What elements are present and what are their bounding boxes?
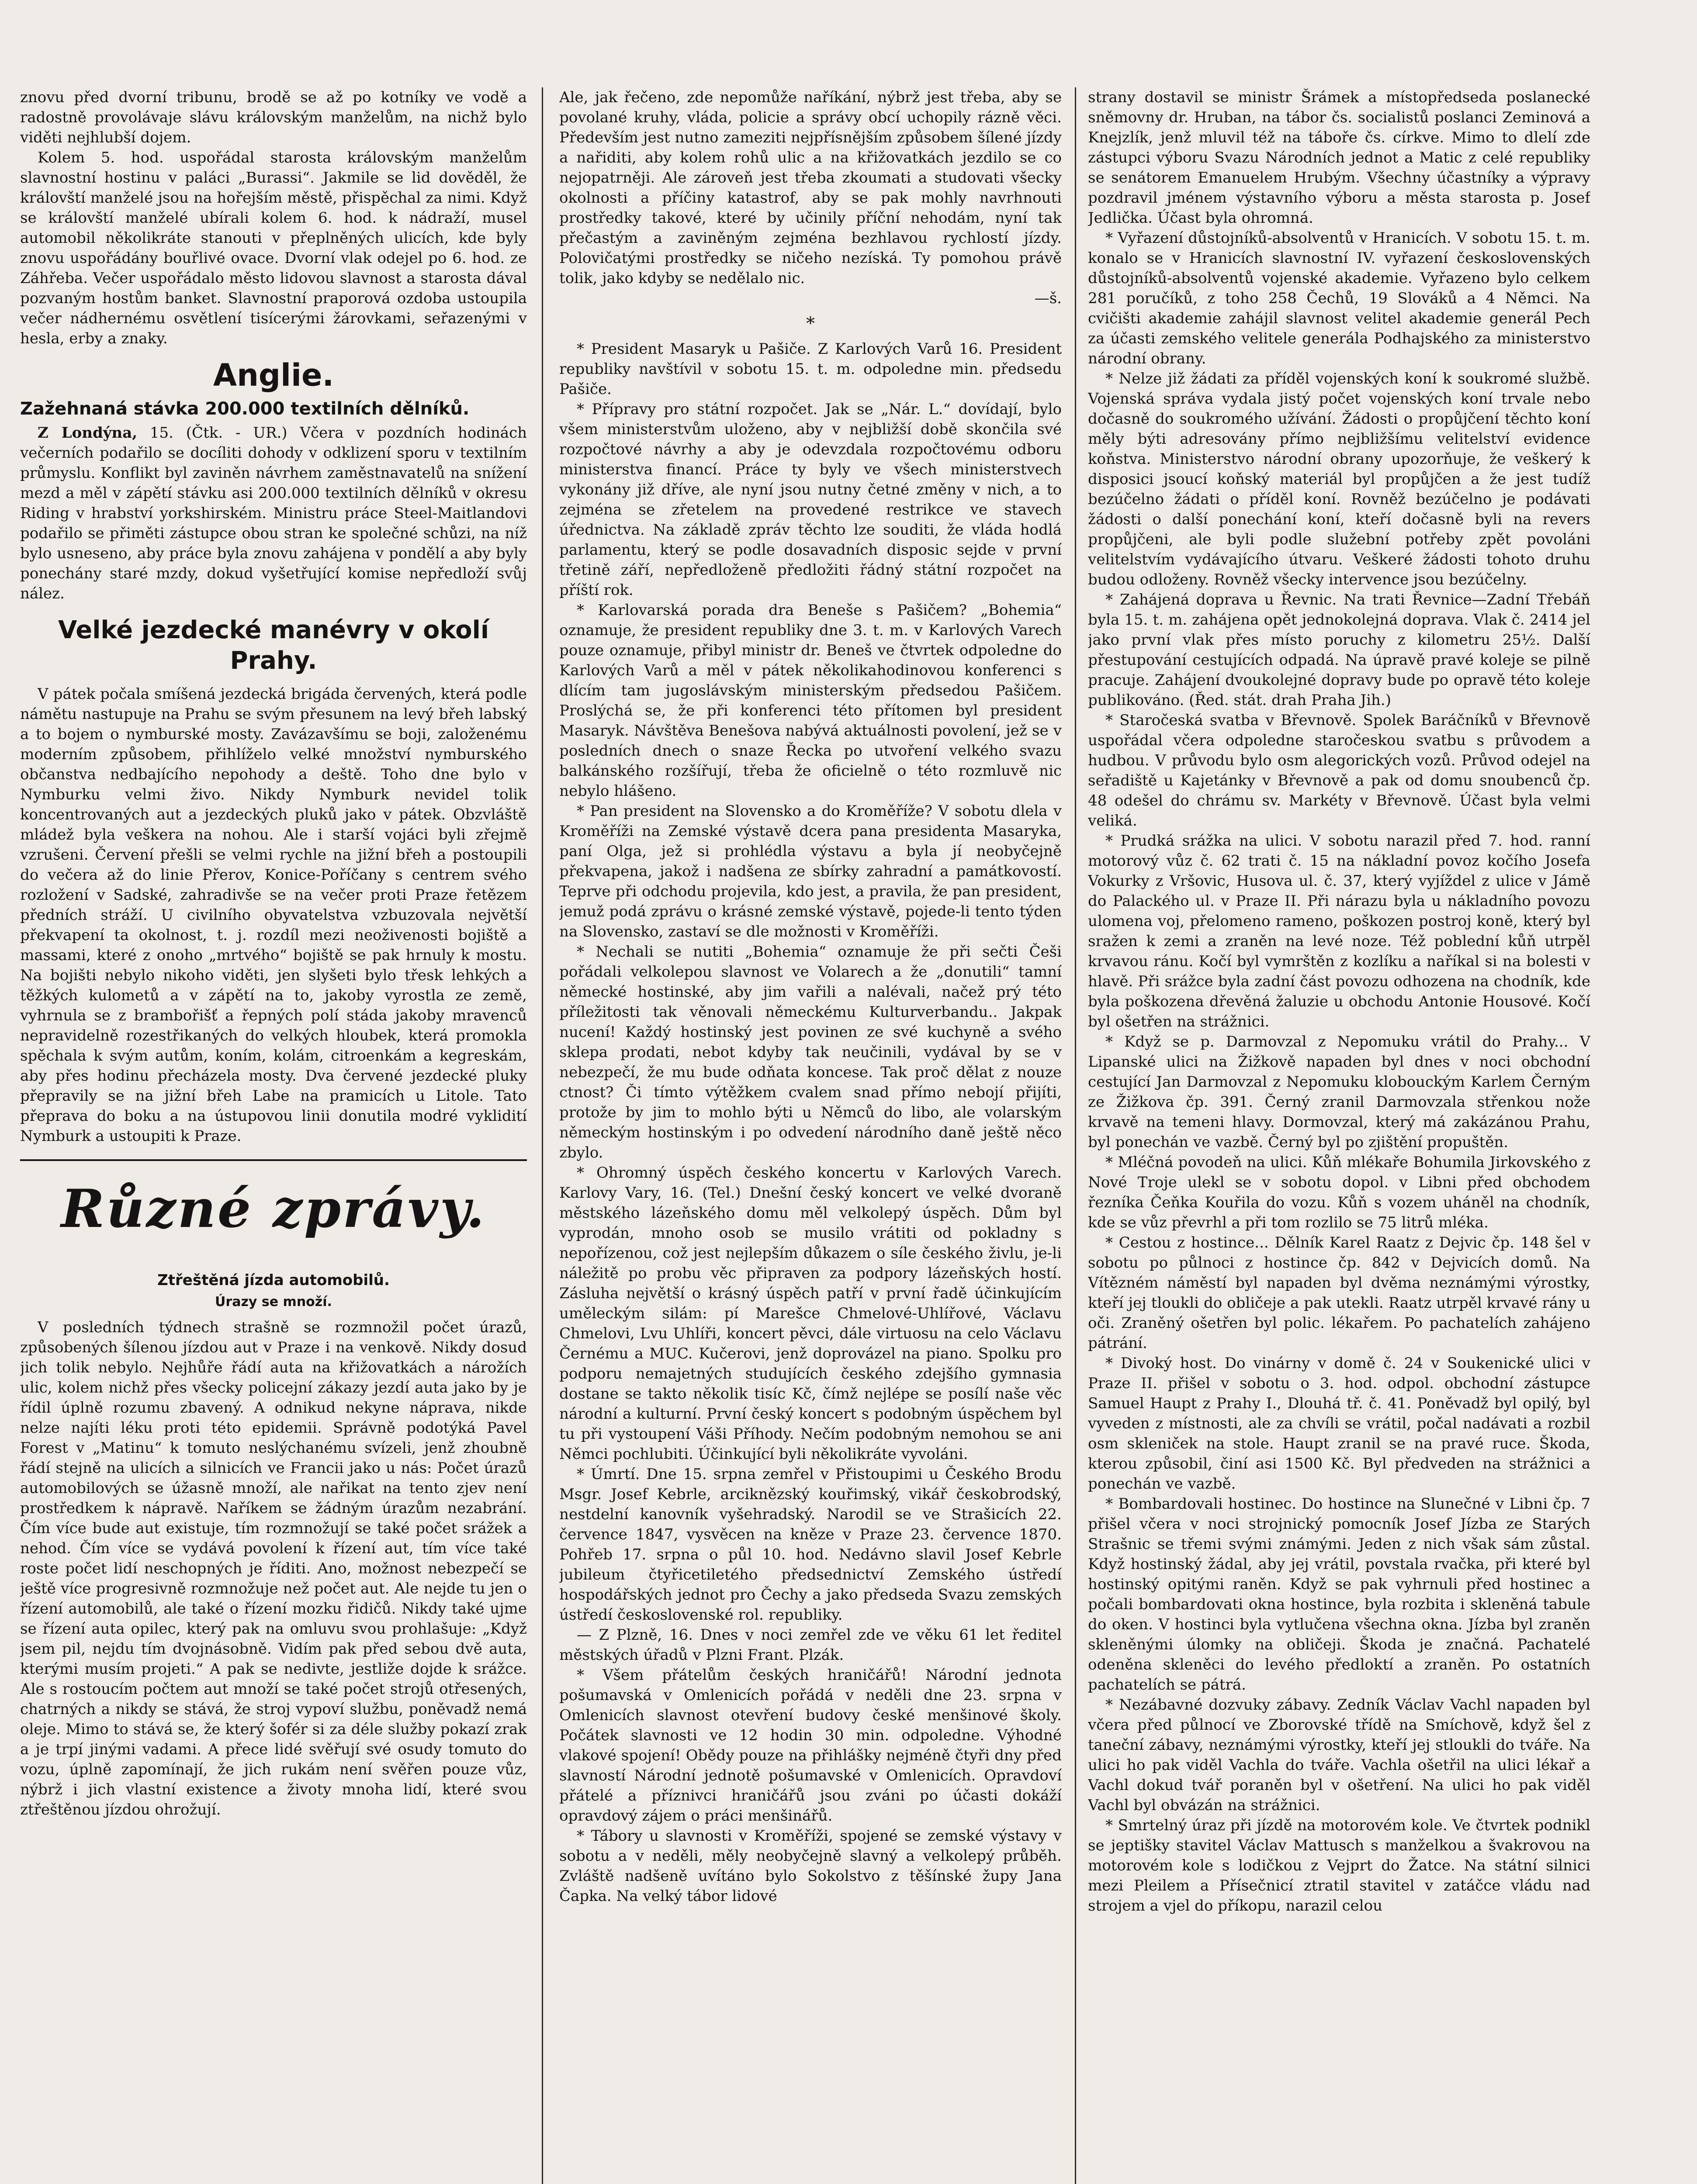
column-right (1088, 87, 1590, 2184)
section-heading-razne-zpravy: Různé zprávy. (61, 1178, 486, 1240)
subheadline-urazy: Úrazy se množí. (215, 1294, 332, 1310)
news-item: * Prudká srážka na ulici. V sobotu narazil před 7. hod. ranní motorový vůz č. 62 trati č. 15 na nákladní povoz kočího Josefa Vokurky z Vršovic, Husova ul. č. 37, který vyjíždel z ulice v Jámě do Palackého ul. v Praze II. Při nárazu byla u nákladního povozu ulomena voj, přelomeno rameno, poškozen postroj koně, který byl sražen k zemi a zraněn na levé noze. Též poblední kůň utrpěl krvavou ránu. Kočí byl vymrštěn z kozlíku a naříkal si na bolesti v hlavě. Při srážce byla zadní část povozu odhozena na chodník, kde byla poškozena dřevěná žaluzie u obchodu Antonie Housové. Kočí byl ošetřen na strážnici. (1088, 832, 1590, 1030)
headline-jizda: Ztřeštěná jízda automobilů. (157, 1272, 390, 1289)
headline-stavka: Zažehnaná stávka 200.000 textilních dělníků. (20, 399, 470, 419)
column-rule (542, 87, 543, 2184)
news-item: * Když se p. Darmovzal z Nepomuku vrátil do Prahy... V Lipanské ulici na Žižkově napaden byl dnes v noci obchodní cestující Jan Darmovzal z Nepomuku klobouckým Karlem Černým ze Žižkova čp. 391. Černý zranil Darmovzala střenkou nože krvavě na temeni hlavy. Dormovzal, který má zakázánou Prahu, byl ponechán ve vazbě. Černý byl po zjištění propuštěn. (1088, 1033, 1590, 1151)
author-signature: —š. (1034, 290, 1062, 307)
news-item: * Nechali se nutiti „Bohemia“ oznamuje že při sečti Češi pořádali velkolepou slavnost ve Volarech a že „donutili“ tamní německé hostinské, aby jim vařili a nalévali, načež prý této příležitosti tak věnovali německému Kulturverbandu.. Jakpak nucení! Každý hostinský jest povinen ze své kuchyně a svého sklepa prodati, nebot kdyby tak neučinili, vydával by se v nebezpečí, že mu bude odňata koncese. Tak proč dělat z nouze ctnost? Či tímto výtěžkem cvalem snad přímo nebojí přijíti, protože by jim to mohlo býti u Němců do libo, ale volarským německým hostinským i po odvedení národního daně ještě něco zbylo. (559, 943, 1062, 1161)
article-continuation: strany dostavil se ministr Šrámek a místopředseda poslanecké sněmovny dr. Hruban, na tábor čs. socialistů poslanci Zeminová a Knejzlík, jenž mluvil též na táboře čs. církve. Mimo to dlelí zde zástupci výboru Svazu Národních jednot a Matic z celé republiky se senátorem Emanuelem Hrubým. Všechny účastníky a výpravy pozdravil jménem výstavního výboru a města starosta p. Josef Jedlička. Účast byla ohromná. (1088, 89, 1590, 227)
news-item: * Ohromný úspěch českého koncertu v Karlových Varech. Karlovy Vary, 16. (Tel.) Dnešní český koncert ve velké dvoraně městského lázeňského domu měl velkolepý úspěch. Dům byl vyprodán, mnoho osob se musilo vrátiti od pokladny s nepořízenou, což jest nejlepším důkazem o síle českého živlu, je-li náležitě po probu věc připraven za podpory lázeňských hostí. Zásluha největší o krásný úspěch patří v první řadě účinkujícím uměleckým silám: pí Marešce Chmelové-Uhlířové, Václavu Chmelovi, Lvu Uhlíři, koncert pěvci, dále virtuosu na celo Václavu Černému a MUC. Kučerovi, jenž doprovázel na piano. Spolku pro podporu nemajetných studujících českého zdejšího gymnasia dostane se takto několik tisíc Kč, čímž nejlépe se posílí naše věc národní a kulturní. První český koncert s podobným úspěchem byl tu při vystoupení Váši Příhody. Nečím podobným nemohou se ani Němci pochlubiti. Účinkující byli několikráte vyvoláni. (559, 1164, 1062, 1463)
separator-asterisk: * (806, 314, 815, 334)
news-item: * Cestou z hostince... Dělník Karel Raatz z Dejvic čp. 148 šel v sobotu po půlnoci z hostince čp. 842 v Dejvicích domů. Na Vítězném náměstí byl napaden byl dvěma neznámými výrostky, kteří jej tloukli do obličeje a pak utekli. Raatz utrpěl krvavé rány u oči. Zraněný ošetřen byl polic. lékařem. Po pachatelích zahájeno pátrání. (1088, 1234, 1590, 1352)
news-item: * Vyřazení důstojníků-absolventů v Hranicích. V sobotu 15. t. m. konalo se v Hranicích slavnostní IV. vyřazení československých důstojníků-absolventů vojenské akademie. Vyřazeno bylo celkem 281 poručíků, z toho 258 Čechů, 19 Slováků a 4 Němci. Na cvičišti akademie zahájil slavnost velitel akademie generál Pech za účasti zemského velitele generála Podhajského za ministerstvo národní obrany. (1088, 229, 1590, 367)
news-item: * Divoký host. Do vinárny v domě č. 24 v Soukenické ulici v Praze II. přišel v sobotu o 3. hod. odpol. obchodní zástupce Samuel Haupt z Prahy I., Dlouhá tř. č. 41. Poněvadž byl opilý, byl vyveden z místnosti, ale za chvíli se vrátil, počal nadávati a rozbil osm skleniček na stole. Haupt zranil se na pravé ruce. Škoda, kterou způsobil, činí asi 1500 Kč. Byl předveden na strážnici a ponechán ve vazbě. (1088, 1355, 1590, 1493)
article-continuation: znovu před dvorní tribunu, brodě se až po kotníky ve vodě a radostně provolávaje slávu královským manželům, na nichž bylo viděti nejhlubší dojem. (20, 89, 527, 146)
article-continuation: Ale, jak řečeno, zde nepomůže naříkání, nýbrž jest třeba, aby se povolané kruhy, vláda, policie a správy obcí uchopily rázně věci. Především jest nutno zameziti nejpřísnějším způsobem šílené jízdy a nařiditi, aby kolem rohů ulic a na křižovatkách jezdilo se co nejopatrněji. Ale zároveň jest třeba zkoumati a studovati všecky okolnosti a příčiny katastrof, aby se pak mohly navrhnouti prostředky takové, které by učinily příční nehodám, nyní tak přečastým a zaviněným zejména bezhlavou rychlostí jízdy. Polovičatými prostředky se ničeho nezíská. Ty pomohou právě tolik, jako kdyby se nedělalo nic. (559, 89, 1062, 287)
news-item: * Smrtelný úraz při jízdě na motorovém kole. Ve čtvrtek podnikl se jeptišky stavitel Václav Mattusch s manželkou a švakrovou na motorovém kole s lodičkou z Vejprt do Žatce. Na státní silnici mezi Pleilem a Přísečnicí ztratil stavitel v zatáčce vládu nad strojem a vjel do příkopu, narazil celou (1088, 1817, 1590, 1914)
article-paragraph: V posledních týdnech strašně se rozmnožil počet úrazů, způsobených šílenou jízdou aut v Praze i na venkově. Nikdy dosud jich tolik nebylo. Nejhůře řádí auta na křižovatkách a nárožích ulic, kolem nichž přes všecky policejní zákazy jezdí auta jako by je řídil úplně rozumu zbavený. A odnikud nekyne náprava, nikde nelze najíti léku proti této epidemii. Správně podotýká Pavel Forest v „Matinu“ k tomuto neslýchanému svízeli, jenž zhoubně řádí stejně na ulicích a silnicích ve Francii jako u nás: Počet úrazů automobilových se úžasně množí, ale nařikat na tento zjev není prostředkem k nápravě. Naříkem se žádným úrazům nezabrání. Čím více bude aut existuje, tím rozmnožují se také počet srážek a nehod. Čím více se vydává povolení k řízení aut, tím více také roste počet lidí neschopných je říditi. Ano, možnost nebezpečí se ještě více progresivně rozmnožuje než počet aut. Ale nejde tu jen o řízení automobilů, ale také o řízení mozku řidičů. Nikdy také ujme se řízení auta opilec, který pak na omluvu svou prohlašuje: „Když jsem pil, nejdu tím dvojnásobně. Vidím pak před sebou dvě auta, kterými musím projeti.“ A pak se nedivte, jestliže dojde k srážce. Ale s rostoucím počtem aut množí se také počet strojů otřesených, chatrných a nikdy se stává, že stroj vypoví službu, poněvadž nemá oleje. Mimo to stává se, že který šofér si za déle služby pokazí zrak a je trpí jinými vadami. A přece lidé svěřují své osudy tomuto do vozu, úplně zapomínají, že jich rukám není svěřen pouze vůz, nýbrž i jich vlastní existence a životy mnoha lidí, které svou ztřeštěnou jízdou ohrožují. (20, 1319, 527, 1818)
column-rule (1075, 87, 1076, 2184)
news-item: * Staročeská svatba v Břevnově. Spolek Baráčníků v Břevnově uspořádal včera odpoledne staročeskou svatbu s průvodem a hudbou. V průvodu bylo osm alegorických vozů. Průvod odejel na seřadiště u Kajetánky v Břevnově a pak od domu snoubenců čp. 48 odešel do chrámu sv. Markéty v Břevnově. Účast byla velmi veliká. (1088, 712, 1590, 829)
news-item: * Tábory u slavnosti v Kroměříži, spojené se zemské výstavy v sobotu a v neděli, měly neobyčejně slavný a velkolepý průběh. Zvláště nadšeně uvítáno bylo Sokolstvo z těšínské župy Jana Čapka. Na velký tábor lidové (559, 1827, 1062, 1905)
article-paragraph (20, 423, 527, 604)
section-divider (20, 1159, 527, 1161)
section-heading-anglie: Anglie. (213, 357, 334, 393)
column-left (20, 87, 527, 2184)
article-text: 15. (Čtk. - UR.) Včera v pozdních hodinách večerních podařilo se docíliti dohody v odklizení sporu v textilním průmyslu. Konflikt byl zaviněn návrhem zaměstnavatelů na snížení mezd a měl v zápětí stávku asi 200.000 textilních dělníků v okresu Riding v hrabství yorkshirském. Ministru práce Steel-Maitlandovi podařilo se přiměti zástupce obou stran ke společné schůzi, na níž bylo usneseno, aby práce byla znovu zahájena v pondělí a aby byly ponechány staré mzdy, dokud vyšetřující komise nepředloží svůj nález. (20, 424, 527, 602)
dateline: Z Londýna, (38, 424, 138, 442)
news-item: * Mléčná povodeň na ulici. Kůň mlékaře Bohumila Jirkovského z Nové Troje ulekl se v sobotu dopol. v Libni před obchodem řezníka Čeňka Kouřila do vozu. Kůň s vozem uháněl na chodník, kde se vůz převrhl a při tom rozlilo se 75 litrů mléka. (1088, 1154, 1590, 1231)
news-item: * Přípravy pro státní rozpočet. Jak se „Nár. L.“ dovídají, bylo všem ministerstvům uloženo, aby v nejbližší době skončila své rozpočtové návrhy a aby je odevzdala rozpočtovému odboru ministerstva financí. Práce ty byly ve všech ministerstvech vykonány již dříve, ale nyní jsou nutny četné změny v nich, a to zejména se zřetelem na provedené restrikce ve stavech úřednictva. Na základě zpráv těchto lze souditi, že vláda hodlá parlamentu, který se podle dosavadních disposic sejde v první třetině září, nepředloženě předložiti řádný státní rozpočet na příští rok. (559, 401, 1062, 599)
headline-manevry: Velké jezdecké manévry v okolí Prahy. (58, 616, 489, 675)
news-item: * Nezábavné dozvuky zábavy. Zedník Václav Vachl napaden byl včera před půlnocí ve Zborovské třídě na Smíchově, když šel z taneční zábavy, neznámými výrostky, kteří jej stloukli do tváře. Na ulici ho pak viděl Vachla do tváře. Vachla ošetřil na ulici lékař a Vachl dokud tvář poraněn byl v ošetření. Na ulici ho pak viděl Vachl byl obvázán na strážnici. (1088, 1696, 1590, 1814)
news-item: * Zahájená doprava u Řevnic. Na trati Řevnice—Zadní Třebáň byla 15. t. m. zahájena opět jednokolejná doprava. Vlak č. 2414 jel jako první vlak přes místo poruchy z kilometru 25½. Další přestupování cestujících odpadá. Na úpravě pravé koleje se pilně pracuje. Zahájení dvoukolejné dopravy bude po opravě této koleje publikováno. (Řed. stát. drah Praha Jih.) (1088, 591, 1590, 709)
news-item: * Karlovarská porada dra Beneše s Pašičem? „Bohemia“ oznamuje, že president republiky dne 3. t. m. v Karlových Varech pouze oznamuje, přibyl ministr dr. Beneš ve čtvrtek odpoledne do Karlových Varů a měl v pátek několikahodinovou konferenci s dlícím tam jugoslávským ministerským předsedou Pašičem. Proslýchá se, že při konferenci této přítomen byl president Masaryk. Návštěva Benešova nabývá aktuálnosti povolení, jež se v posledních dnech o snaze Řecka po utvoření velkého svazu balkánského rozšířují, třeba že oficielně o této rozmluvě nic nebylo hlášeno. (559, 601, 1062, 800)
news-item: * Bombardovali hostinec. Do hostince na Slunečné v Libni čp. 7 přišel včera v noci strojnický pomocník Josef Jízba ze Starých Strašnic se třemi svými známými. Jeden z nich však sám zůstal. Když hostinský žádal, aby jej vrátil, povstala rvačka, při které byl hostinský opitými raněn. Když se pak vyhrnuli před hostinec a počali bombardovati okna hostince, byla rozbita i skleněná tabule do oken. V hostinci byla vytlučena všechna okna. Jízba byl zraněn skleněnými úlomky na obličeji. Škoda je značná. Pachatelé odeněna skleněci do levého předloktí a zraněn. Po ostatních pachatelích se pátrá. (1088, 1495, 1590, 1693)
column-middle (559, 87, 1062, 2184)
news-item: — Z Plzně, 16. Dnes v noci zemřel zde ve věku 61 let ředitel městských úřadů v Plzni Frant. Plzák. (559, 1626, 1062, 1664)
news-item: * Všem přátelům českých hraničářů! Národní jednota pošumavská v Omlenicích pořádá v neděli dne 23. srpna v Omlenicích slavnost otevření budovy české menšinové školy. Počátek slavnosti ve 12 hodin 30 min. odpoledne. Výhodné vlakové spojení! Obědy pouze na přihlášky nejméně čtyři dny před slavností Národní jednotě pošumavské v Omlenicích. Opravdoví přátelé a příznivci hraničářů jsou zváni po účasti dokáží opravdový zájem o práci menšinářů. (559, 1666, 1062, 1825)
article-paragraph: Kolem 5. hod. uspořádal starosta královským manželům slavnostní hostinu v paláci „Burassi“. Jakmile se lid dověděl, že královští manželé jsou na hořejším městě, přispěchal za nimi. Když se královští manželé ubírali kolem 6. hod. k nádraží, musel automobil několikráte stanouti v přeplněných ulicích, kde byly znovu uspořádány bouřlivé ovace. Dvorní vlak odejel po 6. hod. ze Záhřeba. Večer uspořádalo město lidovou slavnost a starosta dával pozvaným hostům banket. Slavnostní praporová ozdoba ustoupila večer nádhernému osvětlení tisícerými žárovkami, seřazenými v hesla, erby a znaky. (20, 149, 527, 347)
article-paragraph: V pátek počala smíšená jezdecká brigáda červených, která podle námětu nastupuje na Prahu se svým přesunem na levý břeh labský a to bojem o nymburské mosty. Zavázavšímu se boji, založenému moderním způsobem, přihlíželo velké množství nymburského občanstva nedbajícího nepohody a deště. Toho dne bylo v Nymburku velmi živo. Nikdy Nymburk nevidel tolik koncentrovaných aut a jezdeckých pluků jako v pátek. Obzvláště mládež byla veškera na nohou. Ale i starší vojáci byli zřejmě vzrušeni. Červení přešli se velmi rychle na jižní břeh a postoupili do večera až do linie Přerov, Konice-Poříčany s centrem svého rozložení v Sadské, zahradivše se na večer proti Praze řetězem předních stráží. U civilního obyvatelstva vzbuzovala největší překvapení ta okolnost, t. j. rozdíl mezi neoživenosti bojiště a massami, které z onoho „mrtvého“ bojiště se pak hrnuly k mostu. Na bojišti nebylo nikoho viděti, jen slyšeti bylo třesk lehkých a těžkých kulometů a v zápětí na to, jakoby vyrostla ze země, vyhrnula se z brambořišť a řepných polí stáda jakoby mravenců nepravidelně rozestřikaných do velkých hloubek, která promokla spěchala k svým autům, koním, kolám, citroenkám a kegreskám, aby přes hodinu přecházela mosty. Dva červené jezdecké pluky přepravily se na jižní břeh Labe na pramicích u Litole. Tato přeprava do boku a na ústupovou linii donutila modré vyklidití Nymburk a ustoupiti k Praze. (20, 685, 527, 1145)
news-item: * President Masaryk u Pašiče. Z Karlových Varů 16. President republiky navštívil v sobotu 15. t. m. odpoledne min. předsedu Pašiče. (559, 340, 1062, 398)
news-item: * Úmrtí. Dne 15. srpna zemřel v Přistoupimi u Českého Brodu Msgr. Josef Kebrle, arciknězský kouřimský, vikář českobrodský, nestdelní kanovník vyšehradský. Narodil se ve Strašicích 22. července 1847, vysvěcen na kněze v Praze 23. července 1870. Pohřeb 17. srpna o půl 10. hod. Nedávno slavil Josef Kebrle jubileum čtyřicetiletého předsednictví Zemského ústředí hospodářských jednot pro Čechy a jako předseda Svazu zemských ústředí československé rol. republiky. (559, 1465, 1062, 1624)
news-item: * Nelze již žádati za příděl vojenských koní k soukromé službě. Vojenská správa vydala jistý počet vojenských koní trvale nebo dočasně do soukromého užívání. Žádosti o propůjčení těchto koní měly býti adresovány přímo nejbližšímu velitelství evidence koňstva. Ministerstvo národní obrany upozorňuje, že veškerý k disposici jsoucí koňský materiál byl propůjčen a že jest tudíž bezúčelno žádati o příděl koní. Rovněž bezúčelno je podávati žádosti o další ponechání koní, kteří dočasně byli na revers propůjčeni, ale byli podle služební potřeby zpět povoláni velitelstvím vydávajícího útvaru. Veškeré žádosti tohoto druhu budou odloženy. Rovněž všecky intervence jsou bezúčelny. (1088, 370, 1590, 588)
news-item: * Pan president na Slovensko a do Kroměříže? V sobotu dlela v Kroměříži na Zemské výstavě dcera pana presidenta Masaryka, paní Olga, jež si prohlédla výstavu a byla jí neobyčejně překvapena, jakož i nadšena ze sbírky zahradní a památkovostí. Teprve při odchodu projevila, kdo jest, a pravila, že pan president, jemuž podá zprávu o krásné zemské výstavě, pojede-li tento týden na Slovensko, zastaví se dle možnosti v Kroměříži. (559, 802, 1062, 940)
